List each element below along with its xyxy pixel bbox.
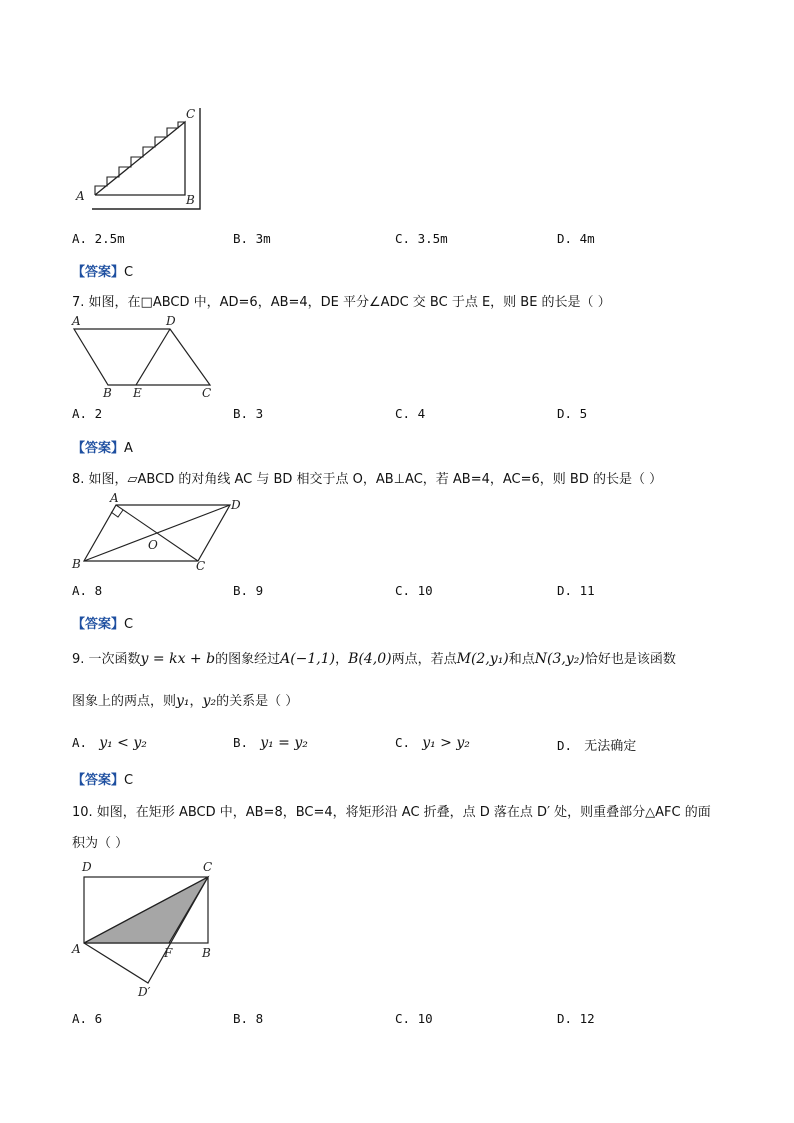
- q9-option-b[interactable]: [233, 735, 308, 751]
- q8-answer: [72, 613, 133, 632]
- q10-option-d[interactable]: D. 12: [557, 1011, 595, 1026]
- parallelogram-figure-q8: [68, 490, 248, 575]
- q9-option-c[interactable]: [395, 735, 470, 751]
- q6-option-b[interactable]: B. 3m: [233, 231, 271, 246]
- q9-function: y = kx + b: [140, 651, 216, 667]
- label-B: B: [72, 557, 81, 571]
- rectangle-fold-figure: [68, 856, 228, 1001]
- answer-tag: 【答案】: [72, 441, 125, 456]
- q9-text-c: 两点，若点: [391, 652, 457, 667]
- q9-point-a: A(−1,1): [280, 651, 336, 667]
- option-expr: y₁ > y₂: [422, 735, 470, 751]
- parallelogram-figure-q7: [70, 312, 220, 400]
- q9-text-f: 图象上的两点，则: [72, 694, 177, 709]
- answer-value: C: [124, 773, 134, 788]
- label-C: C: [203, 860, 213, 874]
- label-D: D: [231, 498, 241, 512]
- q9-text-e: 恰好也是该函数: [584, 652, 676, 667]
- label-O: O: [148, 538, 158, 552]
- q9-text-a: 9. 一次函数: [72, 652, 141, 667]
- q7-option-c[interactable]: C. 4: [395, 406, 426, 421]
- option-expr: y₁ < y₂: [99, 735, 147, 751]
- label-D: D: [82, 860, 92, 874]
- option-expr: y₁ = y₂: [260, 735, 308, 751]
- q9-y1: y₁: [176, 693, 190, 709]
- q7-question: 7. 如图，在□ABCD 中，AD=6，AB=4，DE 平分∠ADC 交 BC 于点 E，则 BE 的长是（ ）: [72, 295, 611, 310]
- label-C: C: [196, 559, 206, 573]
- label-C: C: [202, 386, 212, 400]
- q9-question-line2: [72, 690, 298, 709]
- q9-answer: [72, 769, 133, 788]
- q6-option-d[interactable]: D. 4m: [557, 231, 595, 246]
- option-label: D.: [557, 738, 573, 753]
- q6-answer: [72, 261, 133, 280]
- label-A: A: [72, 942, 81, 956]
- option-expr: 无法确定: [584, 739, 637, 754]
- q10-question-line2: 积为（ ）: [72, 836, 129, 851]
- label-D: D: [166, 314, 176, 328]
- option-label: C.: [395, 735, 411, 750]
- label-B: B: [202, 946, 211, 960]
- option-label: B.: [233, 735, 249, 750]
- answer-tag: 【答案】: [72, 773, 125, 788]
- label-A: A: [72, 314, 81, 328]
- answer-value: A: [124, 441, 133, 456]
- label-A: A: [110, 491, 119, 505]
- q9-point-b: B(4,0): [348, 651, 392, 667]
- label-F: F: [164, 946, 173, 960]
- q9-text-g: 的关系是（ ）: [216, 694, 299, 709]
- label-D-prime: D′: [138, 985, 151, 999]
- q7-option-a[interactable]: A. 2: [72, 406, 103, 421]
- staircase-figure: [70, 100, 210, 215]
- q10-question-line1: 10. 如图，在矩形 ABCD 中，AB=8，BC=4，将矩形沿 AC 折叠，点 D 落在点 D′ 处，则重叠部分△AFC 的面: [72, 805, 711, 820]
- answer-value: C: [124, 617, 134, 632]
- q8-option-b[interactable]: B. 9: [233, 583, 264, 598]
- label-A: A: [76, 189, 85, 203]
- q9-option-d[interactable]: [557, 735, 636, 754]
- q9-point-m: M(2,y₁): [456, 651, 509, 667]
- q8-option-c[interactable]: C. 10: [395, 583, 433, 598]
- q9-option-a[interactable]: [72, 735, 147, 751]
- q6-option-c[interactable]: C. 3.5m: [395, 231, 448, 246]
- q8-question: 8. 如图，▱ABCD 的对角线 AC 与 BD 相交于点 O，AB⊥AC，若 AB=4，AC=6，则 BD 的长是（ ）: [72, 472, 663, 487]
- q9-y2: y₂: [202, 693, 217, 709]
- label-B: B: [103, 386, 112, 400]
- label-B: B: [186, 193, 195, 207]
- q9-sep: ，: [335, 652, 349, 667]
- q8-option-a[interactable]: A. 8: [72, 583, 103, 598]
- q9-text-d: 和点: [508, 652, 535, 667]
- q10-option-c[interactable]: C. 10: [395, 1011, 433, 1026]
- answer-tag: 【答案】: [72, 265, 125, 280]
- q9-comma: ，: [189, 694, 203, 709]
- q6-option-a[interactable]: A. 2.5m: [72, 231, 125, 246]
- q8-option-d[interactable]: D. 11: [557, 583, 595, 598]
- q7-option-b[interactable]: B. 3: [233, 406, 264, 421]
- q9-question-line1: [72, 648, 676, 667]
- answer-value: C: [124, 265, 134, 280]
- q10-option-a[interactable]: A. 6: [72, 1011, 103, 1026]
- q10-option-b[interactable]: B. 8: [233, 1011, 264, 1026]
- option-label: A.: [72, 735, 88, 750]
- answer-tag: 【答案】: [72, 617, 125, 632]
- q7-answer: [72, 437, 133, 456]
- label-C: C: [186, 107, 196, 121]
- q7-option-d[interactable]: D. 5: [557, 406, 588, 421]
- label-E: E: [133, 386, 142, 400]
- q9-point-n: N(3,y₂): [534, 651, 585, 667]
- q9-text-b: 的图象经过: [215, 652, 281, 667]
